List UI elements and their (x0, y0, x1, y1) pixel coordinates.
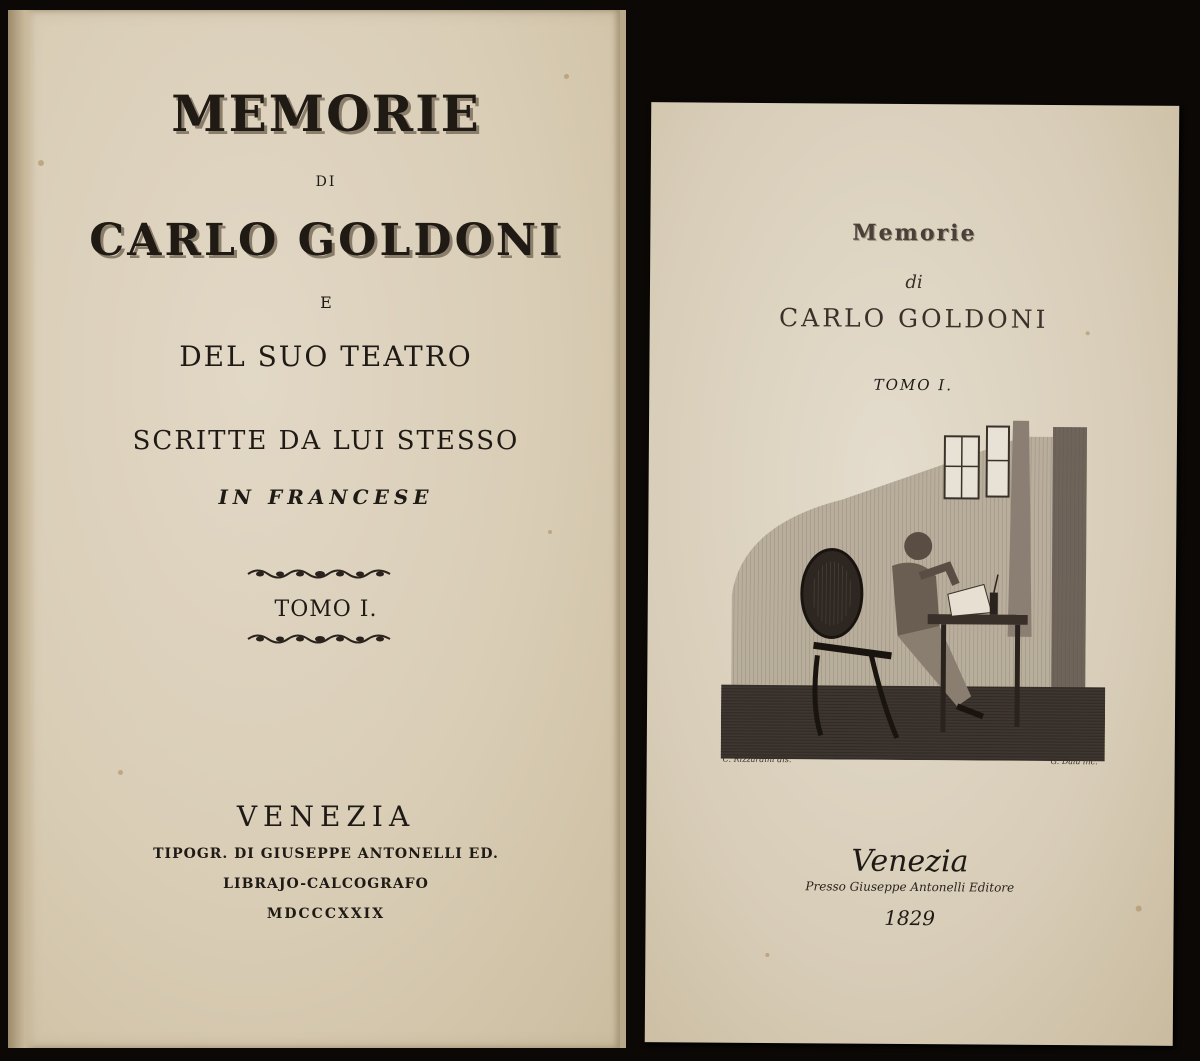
right-publisher: Presso Giuseppe Antonelli Editore (805, 879, 1015, 895)
right-year: 1829 (884, 905, 936, 931)
left-language: IN FRANCESE (218, 485, 434, 509)
engraving-caption-left: C. Rizzardini dis. (722, 754, 792, 765)
left-di: DI (315, 174, 337, 190)
left-city: VENEZIA (236, 800, 416, 833)
left-scritte: SCRITTE DA LUI STESSO (132, 426, 520, 456)
engraving-caption-right: G. Dala inc. (1050, 756, 1098, 767)
left-subtitle: DEL SUO TEATRO (179, 340, 473, 373)
left-publisher-line2: LIBRAJO-CALCOGRAFO (223, 876, 429, 892)
right-city: Venezia (851, 843, 969, 880)
right-title: Memorie (852, 219, 977, 247)
right-tomo: TOMO I. (873, 375, 954, 395)
left-title: MEMORIE (171, 84, 481, 143)
ornament-top-icon (246, 567, 392, 581)
left-year: MDCCCXXIX (266, 906, 386, 922)
title-page-left (8, 10, 626, 1048)
left-publisher-line1: TIPOGR. DI GIUSEPPE ANTONELLI ED. (153, 846, 499, 862)
left-author-name: CARLO GOLDONI (89, 215, 563, 266)
right-di: di (905, 271, 923, 294)
goldoni-writing-engraving (721, 415, 1107, 765)
left-tomo: TOMO I. (274, 597, 378, 622)
right-author-name: CARLO GOLDONI (778, 303, 1049, 334)
left-conjunction: E (320, 293, 332, 312)
frontispiece-right (645, 102, 1180, 1046)
ornament-bottom-icon (246, 632, 392, 646)
